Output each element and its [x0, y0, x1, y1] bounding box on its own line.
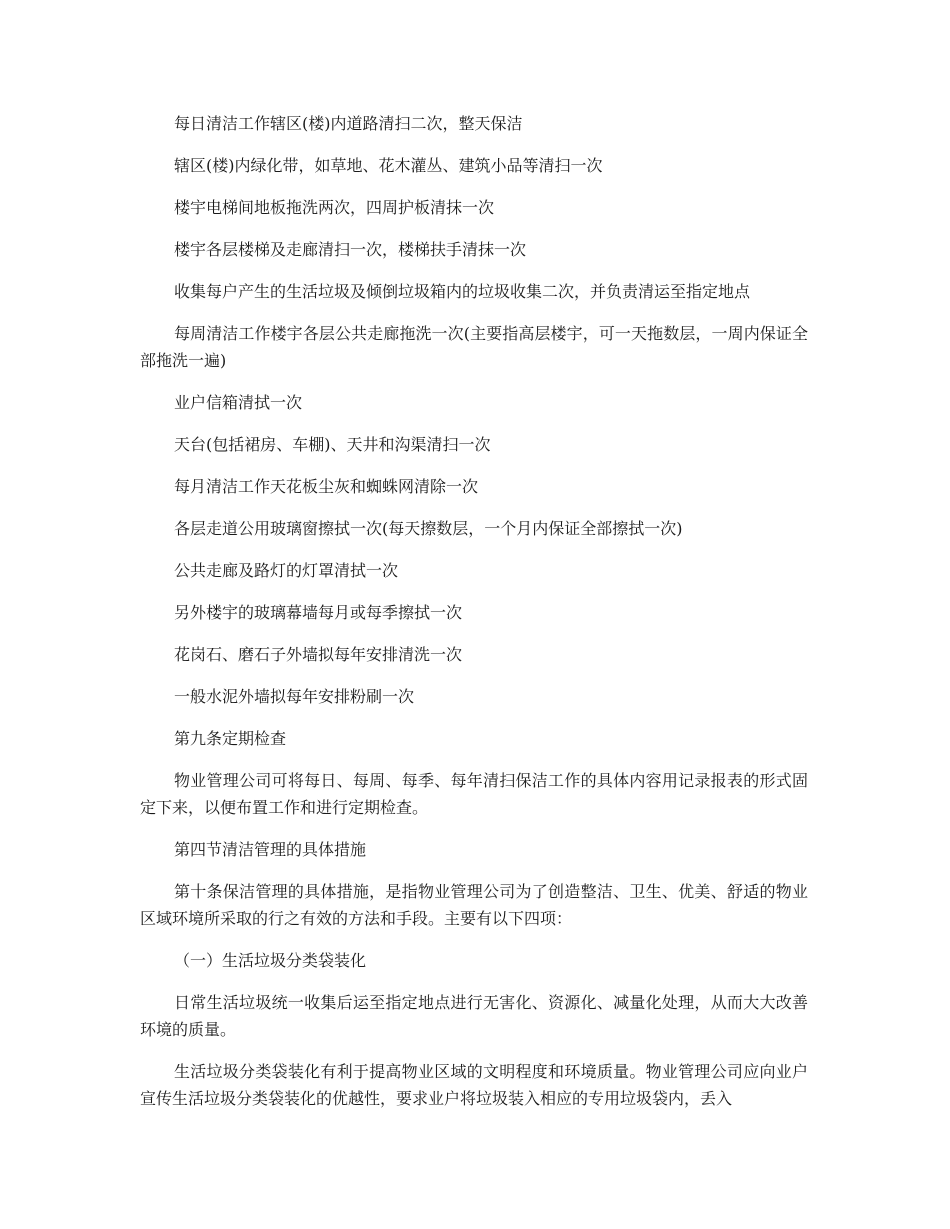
- paragraph-elevator-floor: 楼宇电梯间地板拖洗两次，四周护板清抹一次: [174, 198, 495, 217]
- heading-garbage-bagging: （一）生活垃圾分类袋装化: [174, 951, 367, 970]
- paragraph-granite-wall: 花岗石、磨石子外墙拟每年安排清洗一次: [174, 645, 463, 664]
- paragraph-daily-road-cleaning: 每日清洁工作辖区(楼)内道路清扫二次，整天保洁: [174, 114, 523, 133]
- paragraph-windows: 各层走道公用玻璃窗擦拭一次(每天擦数层，一个月内保证全部擦拭一次): [174, 519, 683, 538]
- paragraph-garbage-classification: 生活垃圾分类袋装化有利于提高物业区域的文明程度和环境质量。物业管理公司应向业户宣传生活垃圾分类袋装化的优越性，要求业户将垃圾装入相应的专用垃圾袋内，丢入: [140, 1062, 808, 1108]
- paragraph-rooftop: 天台(包括裙房、车棚)、天井和沟渠清扫一次: [174, 435, 491, 454]
- paragraph-mailbox: 业户信箱清拭一次: [174, 393, 303, 412]
- heading-section-four: 第四节清洁管理的具体措施: [174, 840, 367, 859]
- paragraph-glass-curtain-wall: 另外楼宇的玻璃幕墙每月或每季擦拭一次: [174, 603, 463, 622]
- heading-article-nine: 第九条定期检查: [174, 729, 287, 748]
- paragraph-article-ten: 第十条保洁管理的具体措施，是指物业管理公司为了创造整洁、卫生、优美、舒适的物业区域环境所采取的行之有效的方法和手段。主要有以下四项：: [140, 882, 808, 928]
- document-page: [140, 110, 808, 1127]
- paragraph-stairs-corridor: 楼宇各层楼梯及走廊清扫一次，楼梯扶手清抹一次: [174, 240, 527, 259]
- paragraph-periodic-inspection: 物业管理公司可将每日、每周、每季、每年清扫保洁工作的具体内容用记录报表的形式固定下来，以便布置工作和进行定期检查。: [140, 771, 808, 817]
- paragraph-lamp-covers: 公共走廊及路灯的灯罩清拭一次: [174, 561, 399, 580]
- paragraph-monthly-ceiling: 每月清洁工作天花板尘灰和蜘蛛网清除一次: [174, 477, 479, 496]
- paragraph-garbage-processing: 日常生活垃圾统一收集后运至指定地点进行无害化、资源化、减量化处理，从而大大改善环境的质量。: [140, 993, 808, 1039]
- paragraph-cement-wall: 一般水泥外墙拟每年安排粉刷一次: [174, 687, 415, 706]
- paragraph-garbage-collection: 收集每户产生的生活垃圾及倾倒垃圾箱内的垃圾收集二次，并负责清运至指定地点: [174, 282, 751, 301]
- paragraph-weekly-corridor: 每周清洁工作楼宇各层公共走廊拖洗一次(主要指高层楼宇，可一天拖数层，一周内保证全部拖洗一遍): [140, 324, 808, 370]
- paragraph-greenbelt-cleaning: 辖区(楼)内绿化带，如草地、花木灌丛、建筑小品等清扫一次: [174, 156, 603, 175]
